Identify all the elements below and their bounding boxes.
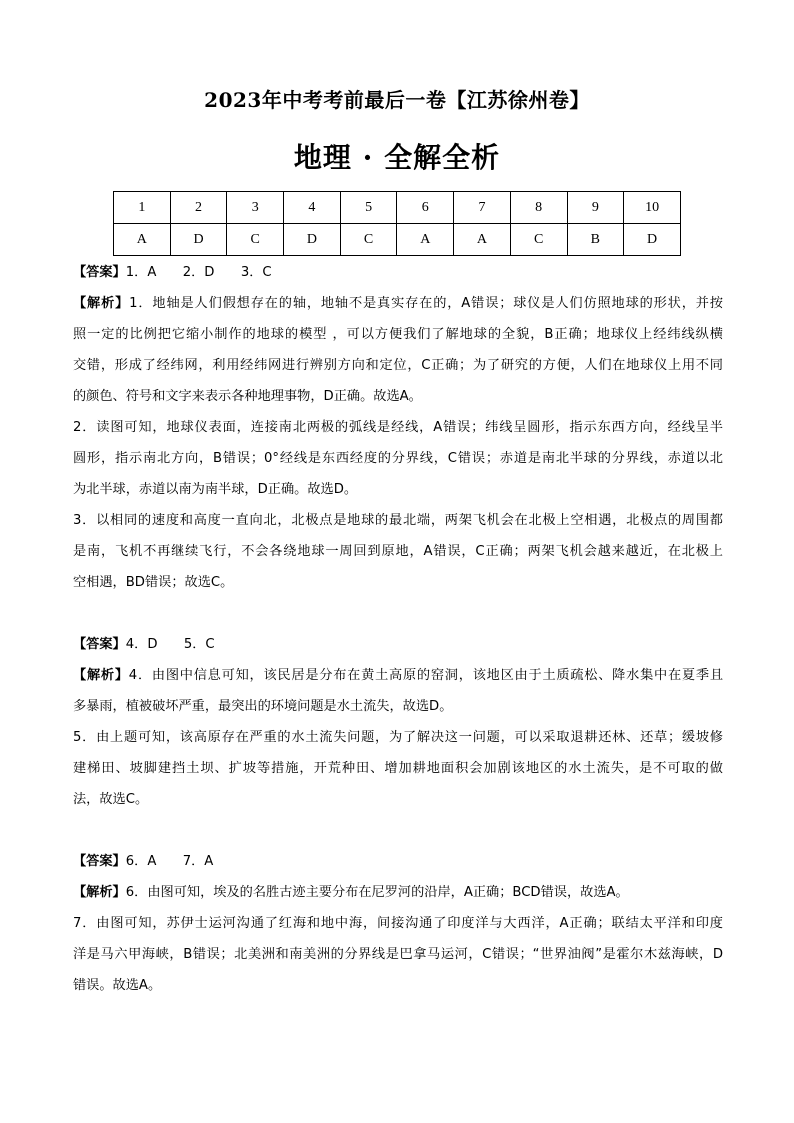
analysis-line [73, 877, 723, 908]
analysis-line: 是南，飞机不再继续飞行，不会各绕地球一周回到原地，A错误，C正确；两架飞机会越来越近，在北极上 [73, 544, 723, 559]
answer-cell: A [397, 224, 454, 256]
question-number: 4 [284, 192, 341, 224]
analysis-label: 【解析】 [73, 296, 130, 311]
answer-cell: C [510, 224, 567, 256]
analysis-text: 1．地轴是人们假想存在的轴，地轴不是真实存在的，A错误；球仪是人们仿照地球的形状，并按 [129, 296, 723, 311]
analysis-label: 【解析】 [73, 885, 126, 900]
answer-label: 【答案】 [73, 637, 126, 652]
analysis-line: 为北半球，赤道以南为南半球，D正确。故选D。 [73, 482, 358, 497]
answer-cell: D [284, 224, 341, 256]
analysis-line: 的颜色、符号和文字来表示各种地理事物，D正确。故选A。 [73, 389, 422, 404]
question-number: 7 [454, 192, 511, 224]
question-number: 2 [170, 192, 227, 224]
answer-cell: C [227, 224, 284, 256]
answer-text: 6．A 7．A [125, 854, 214, 869]
analysis-line: 5．由上题可知，该高原存在严重的水土流失问题，为了解决这一问题，可以采取退耕还林、还草；缓坡修 [73, 730, 723, 745]
analysis-line: 法，故选C。 [73, 792, 149, 807]
answer-label: 【答案】 [73, 265, 126, 280]
answer-line [73, 257, 723, 288]
answer-text: 4．D 5．C [125, 637, 215, 652]
analysis-text: 4．由图中信息可知，该民居是分布在黄土高原的窑洞，该地区由于土质疏松、降水集中在夏季且 [128, 668, 723, 683]
analysis-line: 空相遇，BD错误；故选C。 [73, 575, 234, 590]
analysis-line: 照一定的比例把它缩小制作的地球的模型 ，可以方便我们了解地球的全貌，B正确；地球仪上经纬线纵横 [73, 327, 723, 342]
section-spacer [73, 598, 723, 629]
analysis-line: 2．读图可知，地球仪表面，连接南北两极的弧线是经线，A错误；纬线呈圆形，指示东西方向，经线呈半 [73, 420, 723, 435]
question-number: 1 [114, 192, 171, 224]
page-title: 2023年中考考前最后一卷【江苏徐州卷】 [204, 88, 590, 112]
analysis-line: 圆形，指示南北方向，B错误；0°经线是东西经度的分界线，C错误；赤道是南北半球的分界线，赤道以北 [73, 451, 723, 466]
analysis-line: 交错，形成了经纬网，利用经纬网进行辨别方向和定位，C正确；为了研究的方便，人们在地球仪上用不同 [73, 358, 723, 373]
page-subtitle: 地理 · 全解全析 [293, 141, 501, 174]
question-number: 9 [567, 192, 624, 224]
answer-cell: A [454, 224, 511, 256]
question-number: 8 [510, 192, 567, 224]
answer-cell: C [340, 224, 397, 256]
question-number: 3 [227, 192, 284, 224]
analysis-line [73, 660, 723, 691]
answer-cell: D [170, 224, 227, 256]
analysis-line: 错误。故选A。 [73, 978, 162, 993]
section-spacer [73, 815, 723, 846]
answer-line [73, 629, 723, 660]
question-number: 5 [340, 192, 397, 224]
analysis-line: 多暴雨，植被破坏严重，最突出的环境问题是水土流失，故选D。 [73, 699, 453, 714]
answer-table [113, 191, 681, 256]
answer-cell: D [624, 224, 681, 256]
answer-text: 1．A 2．D 3．C [125, 265, 272, 280]
analysis-line: 7．由图可知，苏伊士运河沟通了红海和地中海，间接沟通了印度洋与大西洋，A正确；联结太平洋和印度 [73, 916, 723, 931]
question-number: 10 [624, 192, 681, 224]
analysis-label: 【解析】 [73, 668, 129, 683]
answer-label: 【答案】 [73, 854, 126, 869]
analysis-line: 3．以相同的速度和高度一直向北，北极点是地球的最北端，两架飞机会在北极上空相遇，北极点的周围都 [73, 513, 723, 528]
question-number: 6 [397, 192, 454, 224]
answer-table-number-row [114, 192, 681, 224]
analysis-line: 洋是马六甲海峡，B错误；北美洲和南美洲的分界线是巴拿马运河，C错误；“世界油阀”是霍尔木兹海峡，D [73, 947, 723, 962]
answer-cell: B [567, 224, 624, 256]
analysis-line: 建梯田、坡脚建挡土坝、扩坡等措施，开荒种田、增加耕地面积会加剧该地区的水土流失，是不可取的做 [73, 761, 723, 776]
solution-body [73, 257, 723, 1001]
answer-table-answer-row [114, 224, 681, 256]
answer-cell: A [114, 224, 171, 256]
analysis-text: 6．由图可知，埃及的名胜古迹主要分布在尼罗河的沿岸，A正确；BCD错误，故选A。 [125, 885, 629, 900]
analysis-line [73, 288, 723, 319]
answer-line [73, 846, 723, 877]
